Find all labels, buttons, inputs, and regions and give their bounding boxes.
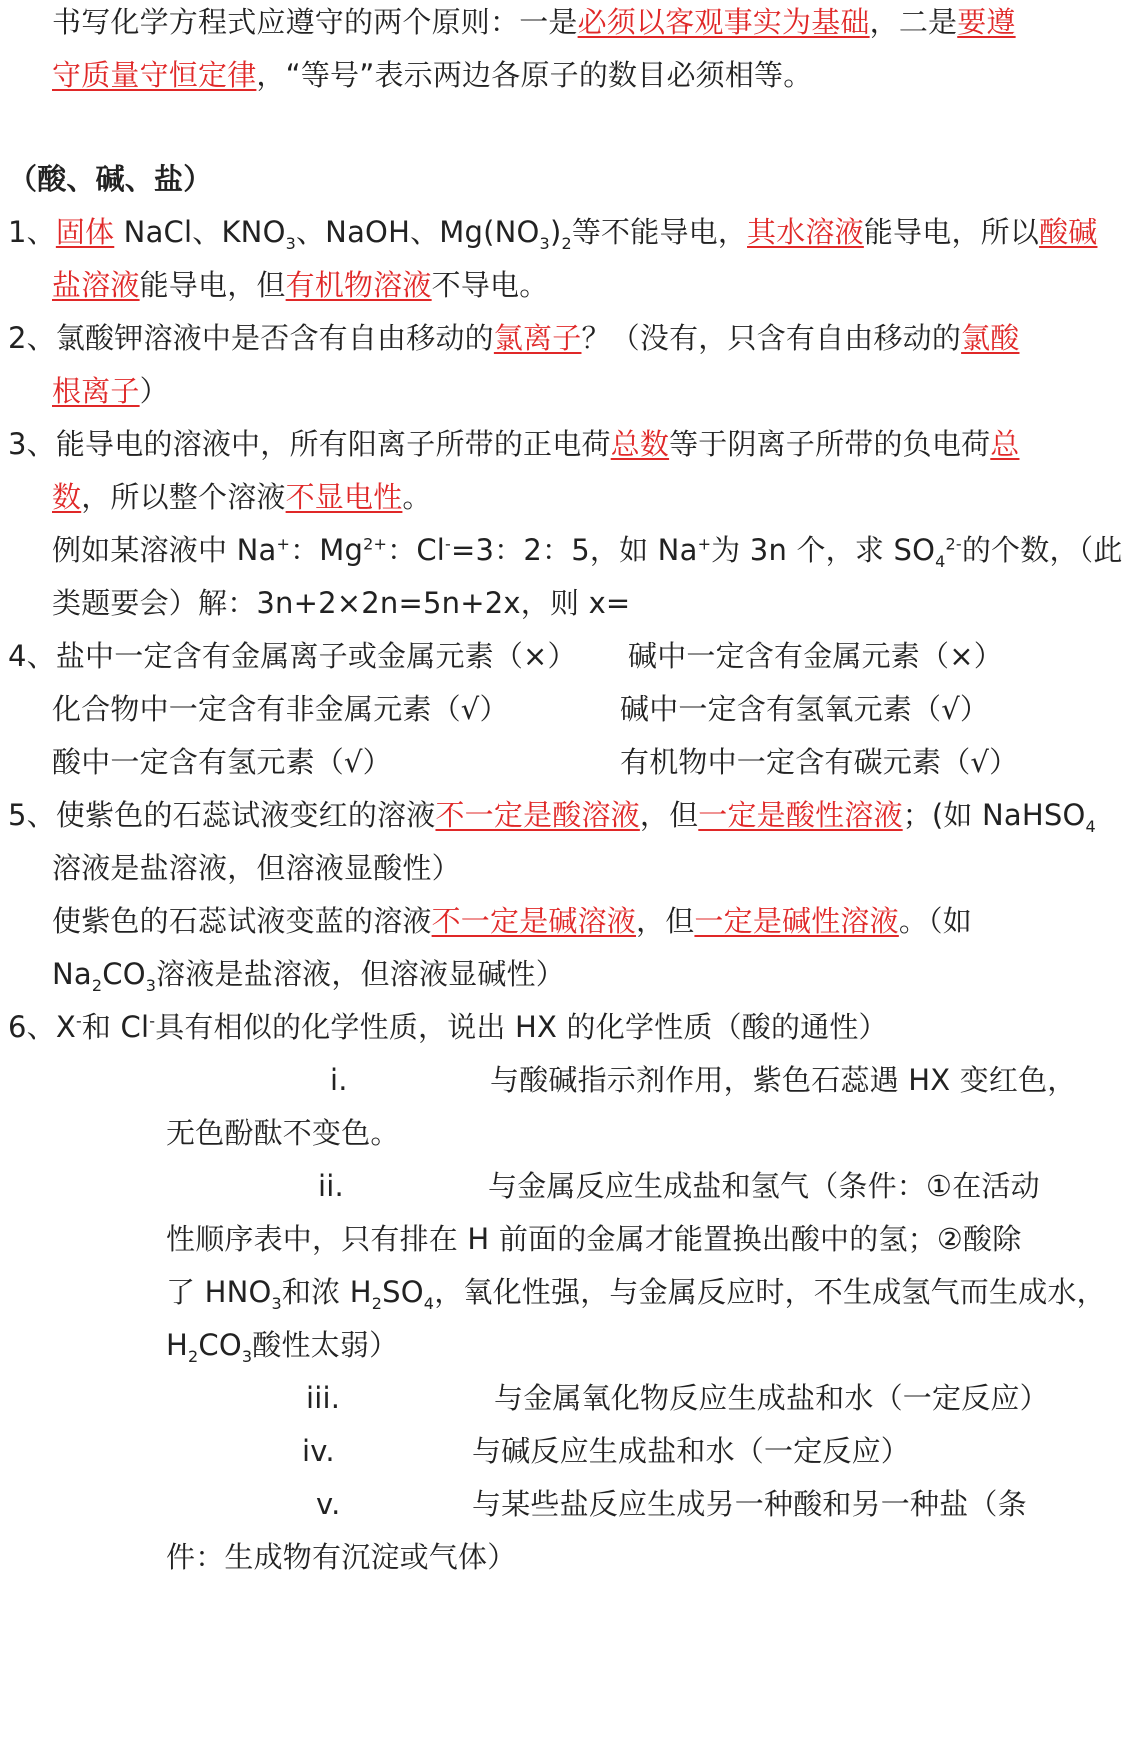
item-3-line-2 [52,475,432,519]
text: 使紫色的石蕊试液变红的溶液 [55,798,436,832]
text: 、NaOH、Mg(NO [295,215,540,249]
subscript: 2 [561,233,572,253]
subscript: 3 [241,1346,253,1366]
highlight-organic-solution: 有机物溶液 [285,268,432,302]
superscript: - [149,1011,156,1031]
item-5-line-1 [8,793,1096,837]
text: ：Cl [387,533,446,567]
text: ；(如 NaHSO [902,798,1086,832]
item-2-number: 2、 [8,321,56,355]
property-ii-line-3 [166,1270,1106,1314]
highlight-acidic-solution: 一定是酸性溶液 [698,798,903,832]
highlight-mass-conservation-1: 要遵 [957,5,1016,39]
subscript: 2 [371,1293,383,1313]
subscript: 3 [285,233,296,253]
highlight-aqueous-solution: 其水溶液 [747,215,864,249]
text: SO [382,1275,424,1309]
subscript: 4 [1085,816,1096,836]
highlight-total-positive: 总数 [610,427,670,461]
item-4-row-2 [52,687,1072,731]
text: 与金属反应生成盐和氢气（条件：①在活动 [488,1169,1040,1203]
property-iii [306,1376,1049,1420]
text: 。 [402,480,432,514]
text: 为 3n 个，求 SO [711,533,936,567]
highlight-total-negative-1: 总 [990,427,1020,461]
property-v [316,1482,1027,1526]
text: CO [198,1328,242,1362]
intro-text-3: ，“等号”表示两边各原子的数目必须相等。 [256,58,813,92]
item-5-line-2: 溶液是盐溶液，但溶液显酸性） [52,851,461,885]
property-ii-line-2: 性顺序表中，只有排在 H 前面的金属才能置换出酸中的氢；②酸除 [166,1222,1022,1256]
roman-numeral-i: i. [330,1063,348,1097]
item-3-number: 3、 [8,427,56,461]
text: 与某些盐反应生成另一种酸和另一种盐（条 [472,1487,1027,1521]
subscript: 3 [271,1293,282,1313]
superscript: 2+ [363,534,388,554]
text: ，所以整个溶液 [81,480,286,514]
text: 有机物中一定含有碳元素（√） [620,745,1019,779]
text: 例如某溶液中 Na [52,533,277,567]
text: 碱中一定含有金属元素（×） [628,639,1003,673]
highlight-electrically-neutral: 不显电性 [285,480,403,514]
highlight-chlorate: 氯酸 [961,321,1020,355]
item-3-example-line-2: 类题要会）解：3n+2×2n=5n+2x，则 x= [52,586,631,620]
superscript: - [75,1011,82,1031]
superscript: + [276,534,291,554]
superscript: 2- [945,534,962,554]
intro-text: 书写化学方程式应遵守的两个原则：一是 [52,5,578,39]
highlight-total-negative-2: 数 [52,480,82,514]
subscript: 2 [188,1346,199,1366]
text: 溶液是盐溶液，但溶液显碱性） [156,957,565,991]
text: 能导电，所以 [863,215,1040,249]
highlight-salt-solution: 盐溶液 [52,268,140,302]
subscript: 4 [935,551,946,571]
intro-text-2: ，二是 [869,5,958,39]
text: 和浓 H [281,1275,372,1309]
roman-numeral-iv: iv. [302,1434,335,1468]
text: ：Mg [290,533,364,567]
subscript: 3 [145,975,157,995]
text: Na [52,957,92,991]
text: =3：2：5，如 Na [451,533,698,567]
text: 和 Cl [81,1010,150,1044]
text: 等不能导电， [571,215,748,249]
roman-numeral-v: v. [316,1487,341,1521]
text: X [55,1010,76,1044]
subscript: 3 [539,233,550,253]
item-3-example-line-1 [52,528,1123,572]
item-2-line-1 [8,316,1020,360]
text: 不导电。 [431,268,549,302]
text: CO [102,957,146,991]
item-4-row-1 [8,634,1078,678]
highlight-radical-ion: 根离子 [52,374,140,408]
intro-line-1 [52,0,1016,44]
highlight-not-necessarily-acid: 不一定是酸溶液 [435,798,640,832]
highlight-mass-conservation-2: 守质量守恒定律 [52,58,257,92]
item-5-line-3 [52,899,972,943]
text: 。（如 [898,904,972,938]
highlight-chloride-ion: 氯离子 [493,321,582,355]
text: 酸中一定含有氢元素（√） [52,745,392,779]
item-4-row-3 [52,740,1072,784]
item-6-line-1 [8,1005,888,1049]
text: 酸性太弱） [252,1328,399,1362]
highlight-objective-facts: 必须以客观事实为基础 [577,5,870,39]
text: 能导电，但 [139,268,286,302]
highlight-solid: 固体 [55,215,115,249]
item-1-line-2 [52,263,548,307]
roman-numeral-iii: iii. [306,1381,341,1415]
roman-numeral-ii: ii. [318,1169,344,1203]
text: 与金属氧化物反应生成盐和水（一定反应） [494,1381,1049,1415]
property-ii-line-4 [166,1323,398,1367]
superscript: + [697,534,712,554]
text: NaCl、KNO [114,215,286,249]
property-i [330,1058,1077,1102]
item-5-line-4 [52,952,565,996]
subscript: 4 [423,1293,435,1313]
text: ) [549,215,562,249]
text: 氯酸钾溶液中是否含有自由移动的 [55,321,494,355]
text: ，氧化性强，与金属反应时，不生成氢气而生成水， [434,1275,1106,1309]
text: 与酸碱指示剂作用，紫色石蕊遇 HX 变红色， [490,1063,1077,1097]
item-2-line-2 [52,369,169,413]
section-title: （酸、碱、盐） [8,162,213,196]
property-v-continued: 件：生成物有沉淀或气体） [166,1540,517,1574]
text: ，但 [636,904,695,938]
item-1-number: 1、 [8,215,56,249]
text: 的个数，（此 [961,533,1123,567]
property-ii [318,1164,1040,1208]
text: 使紫色的石蕊试液变蓝的溶液 [52,904,432,938]
item-6-number: 6、 [8,1010,56,1044]
item-1-line-1 [8,210,1097,254]
property-iv [302,1429,910,1473]
property-i-continued: 无色酚酞不变色。 [166,1116,400,1150]
highlight-alkaline-solution: 一定是碱性溶液 [694,904,899,938]
highlight-acid-base: 酸碱 [1039,215,1098,249]
item-4-number: 4、 [8,639,56,673]
text: 碱中一定含有氢氧元素（√） [620,692,990,726]
text: 盐中一定含有金属离子或金属元素（×） [55,639,577,673]
text: 化合物中一定含有非金属元素（√） [52,692,509,726]
subscript: 2 [91,975,103,995]
highlight-not-necessarily-base: 不一定是碱溶液 [431,904,637,938]
text: 能导电的溶液中，所有阳离子所带的正电荷 [55,427,611,461]
superscript: - [445,534,452,554]
text: 了 HNO [166,1275,272,1309]
text: 具有相似的化学性质，说出 HX 的化学性质（酸的通性） [155,1010,888,1044]
item-3-line-1 [8,422,1019,466]
text: 等于阴离子所带的负电荷 [669,427,991,461]
text: H [166,1328,189,1362]
item-5-number: 5、 [8,798,56,832]
intro-line-2 [52,53,812,97]
text: ？（没有，只含有自由移动的 [581,321,962,355]
text: ） [139,374,169,408]
text: ，但 [639,798,699,832]
text: 与碱反应生成盐和水（一定反应） [472,1434,911,1468]
